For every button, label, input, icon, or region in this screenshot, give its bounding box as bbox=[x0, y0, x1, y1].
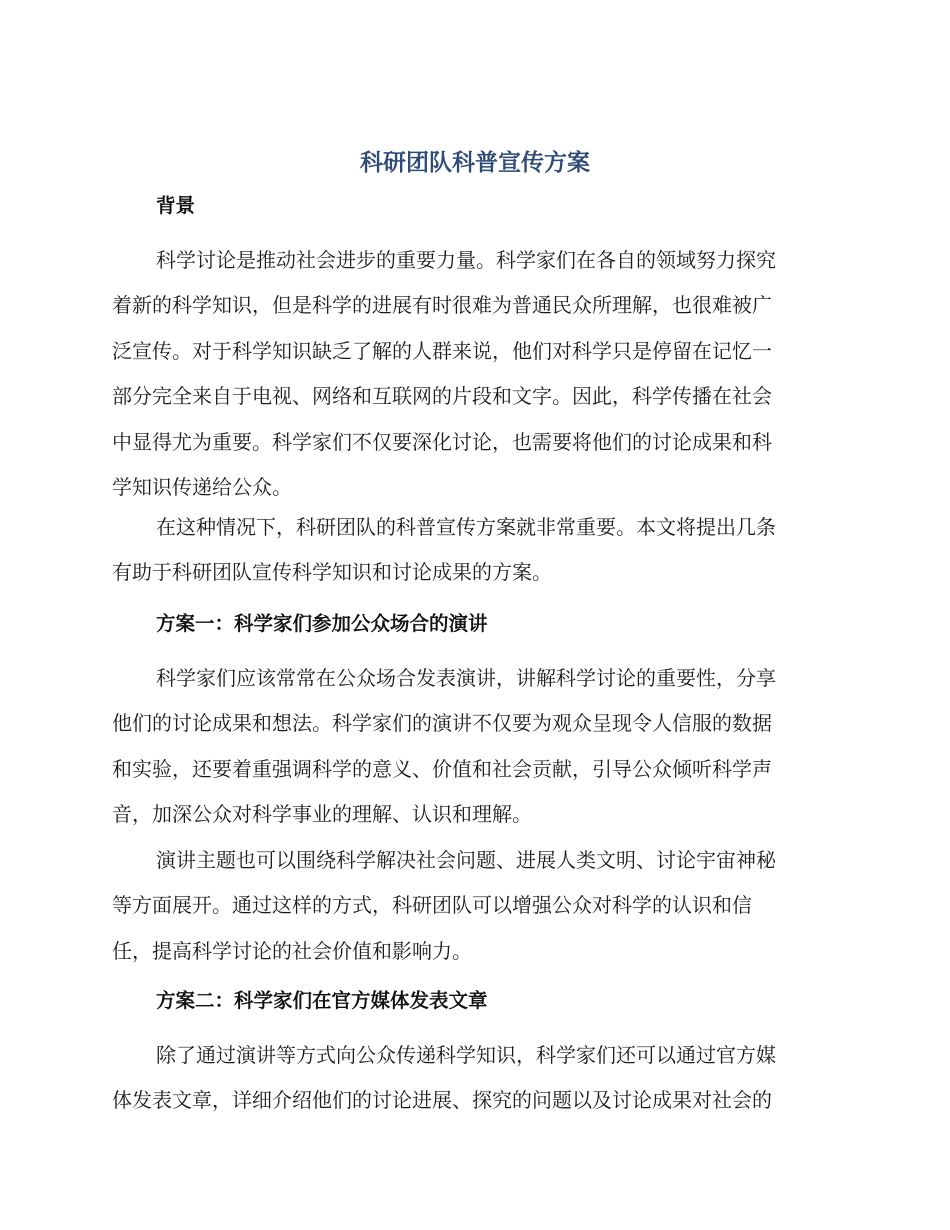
paragraph-line: 有助于科研团队宣传科学知识和讨论成果的方案。 bbox=[112, 560, 552, 585]
paragraph-line: 学知识传递给公众。 bbox=[112, 474, 292, 499]
paragraph-plan-two-1 bbox=[112, 1033, 832, 1124]
paragraph-line: 体发表文章，详细介绍他们的讨论进展、探究的问题以及讨论成果对社会的 bbox=[112, 1088, 772, 1113]
paragraph-background-2 bbox=[112, 505, 832, 596]
section-heading-plan-two: 方案二：科学家们在官方媒体发表文章 bbox=[156, 989, 488, 1012]
section-heading-plan-one: 方案一：科学家们参加公众场合的演讲 bbox=[156, 612, 488, 635]
paragraph-line: 他们的讨论成果和想法。科学家们的演讲不仅要为观众呈现令人信服的数据 bbox=[112, 711, 772, 736]
paragraph-line: 除了通过演讲等方式向公众传递科学知识，科学家们还可以通过官方媒 bbox=[156, 1043, 776, 1067]
document-title: 科研团队科普宣传方案 bbox=[360, 150, 590, 176]
paragraph-line: 着新的科学知识，但是科学的进展有时很难为普通民众所理解，也很难被广 bbox=[112, 293, 772, 318]
paragraph-line: 演讲主题也可以围绕科学解决社会问题、进展人类文明、讨论宇宙神秘 bbox=[156, 848, 776, 872]
paragraph-line: 等方面展开。通过这样的方式，科研团队可以增强公众对科学的认识和信 bbox=[112, 893, 752, 918]
paragraph-background-1 bbox=[112, 238, 832, 510]
paragraph-plan-one-2 bbox=[112, 838, 832, 974]
paragraph-plan-one-1 bbox=[112, 656, 832, 838]
paragraph-line: 中显得尤为重要。科学家们不仅要深化讨论，也需要将他们的讨论成果和科 bbox=[112, 429, 772, 454]
paragraph-line: 在这种情况下，科研团队的科普宣传方案就非常重要。本文将提出几条 bbox=[156, 515, 776, 539]
section-heading-background: 背景 bbox=[156, 194, 196, 217]
paragraph-line: 科学讨论是推动社会进步的重要力量。科学家们在各自的领域努力探究 bbox=[156, 248, 776, 272]
paragraph-line: 音，加深公众对科学事业的理解、认识和理解。 bbox=[112, 802, 532, 827]
paragraph-line: 科学家们应该常常在公众场合发表演讲，讲解科学讨论的重要性，分享 bbox=[156, 666, 776, 690]
paragraph-line: 和实验，还要着重强调科学的意义、价值和社会贡献，引导公众倾听科学声 bbox=[112, 756, 772, 781]
paragraph-line: 任，提高科学讨论的社会价值和影响力。 bbox=[112, 938, 472, 963]
paragraph-line: 部分完全来自于电视、网络和互联网的片段和文字。因此，科学传播在社会 bbox=[112, 384, 772, 409]
paragraph-line: 泛宣传。对于科学知识缺乏了解的人群来说，他们对科学只是停留在记忆一 bbox=[112, 338, 772, 363]
